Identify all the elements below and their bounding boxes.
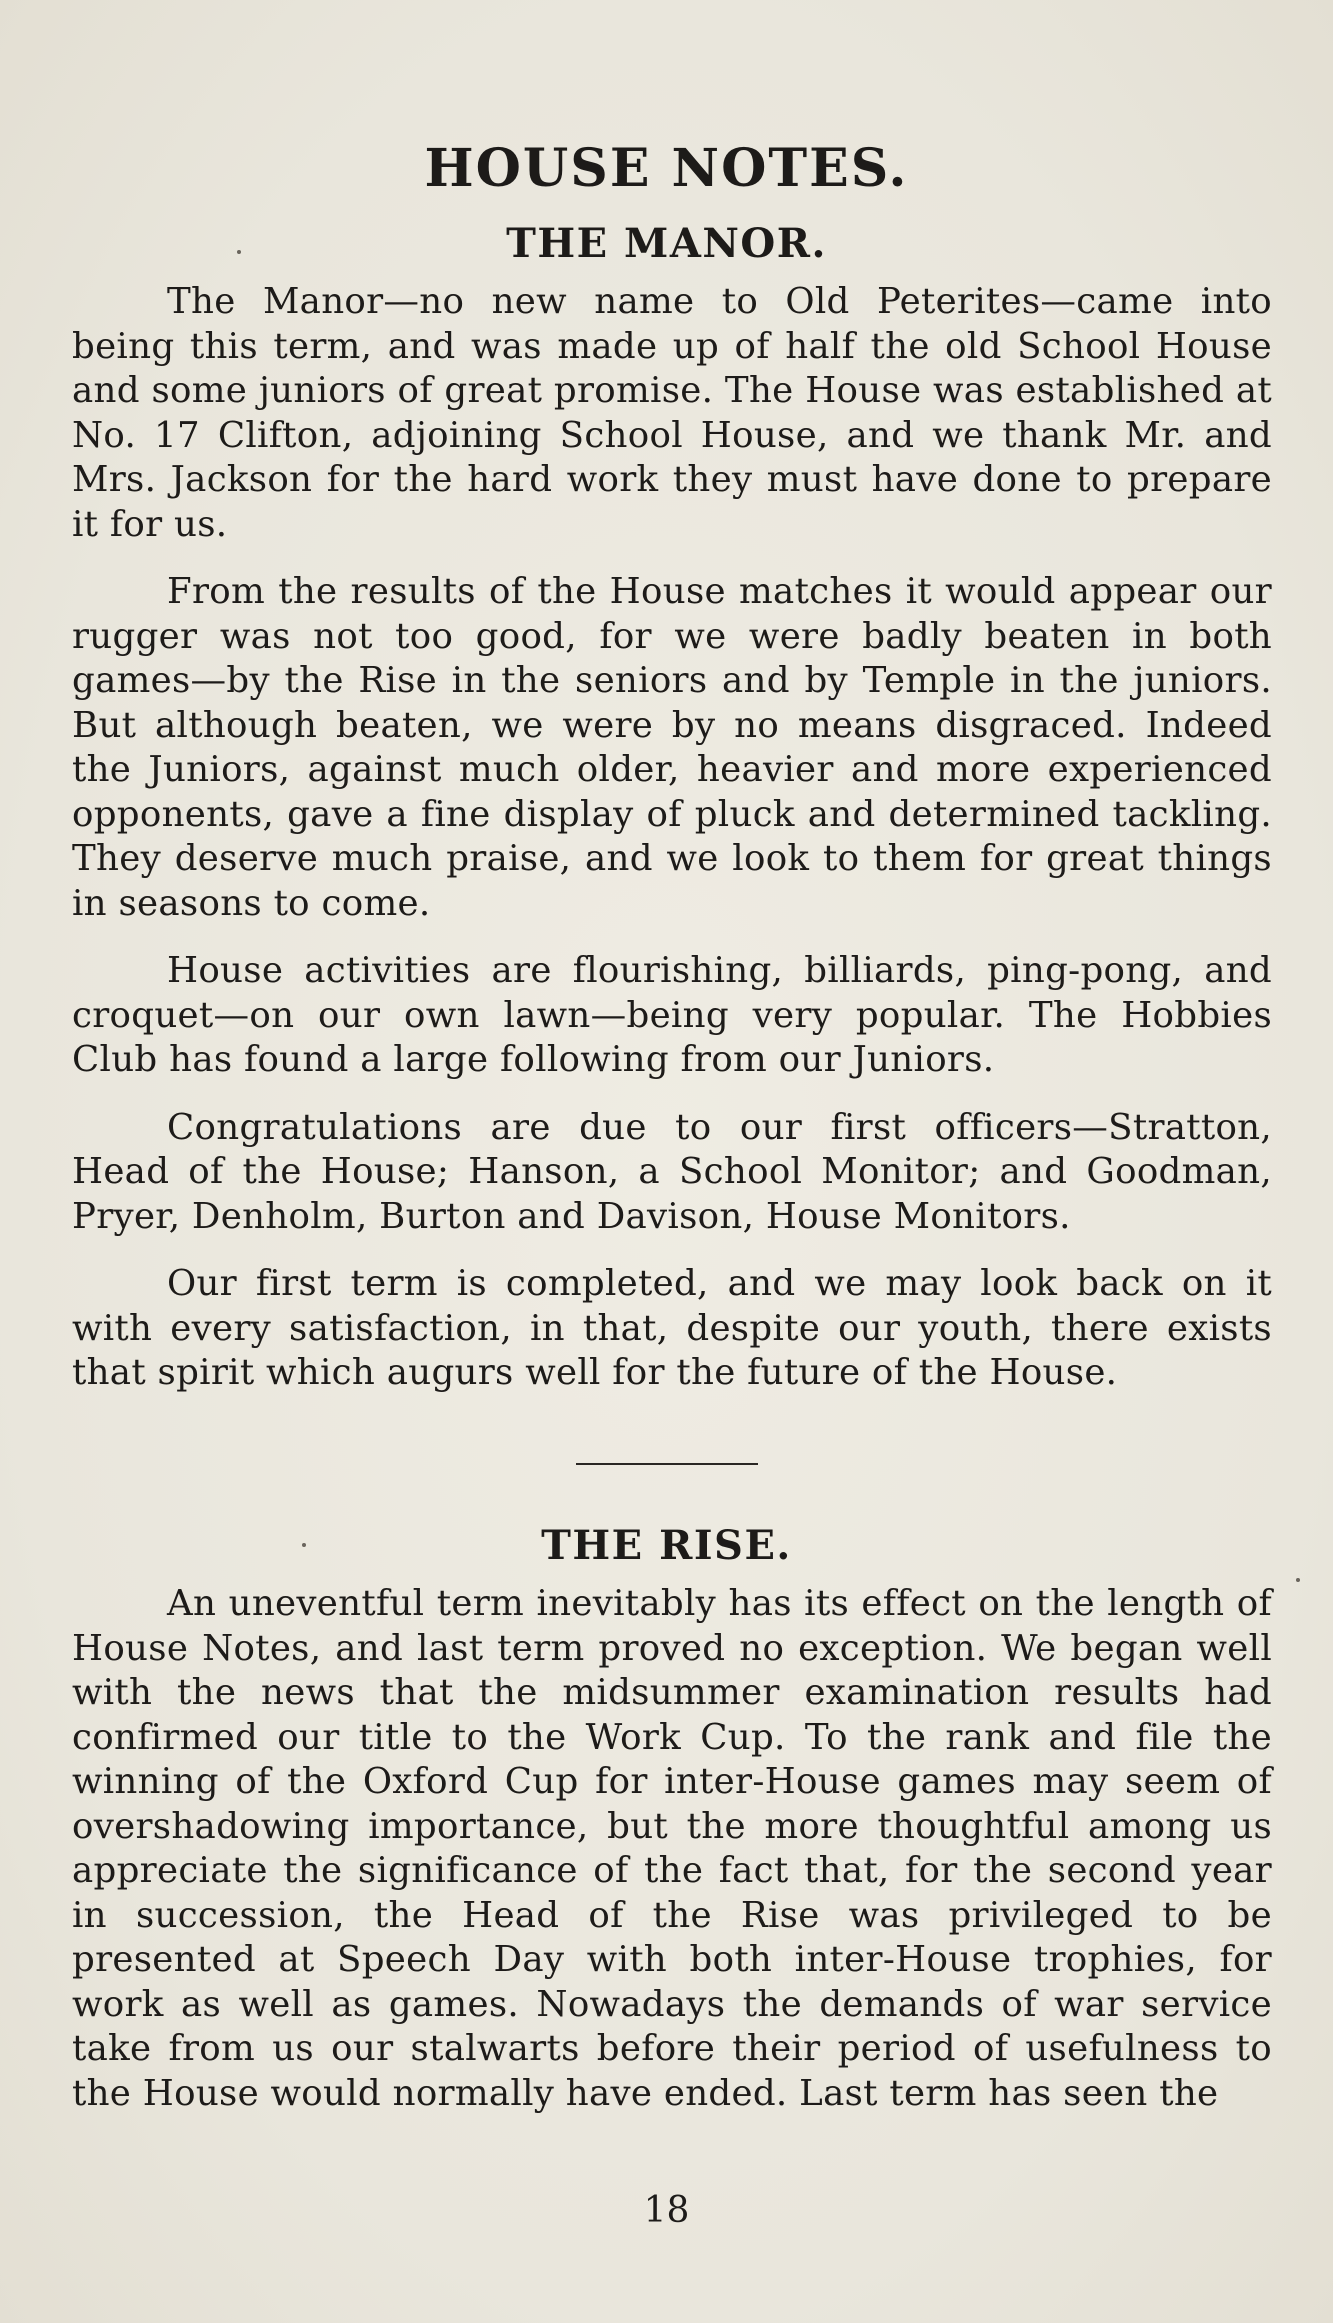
paragraph: House activities are flourishing, billiards, ping-pong, and croquet—on our own lawn—being very popular. The Hobbies Club has found a large following from our Juniors. [72, 950, 1272, 1080]
paragraph: Congratulations are due to our first officers—Stratton, Head of the House; Hanson, a School Monitor; and Goodman, Pryer, Denholm, Burton and Davison, House Monitors. [72, 1106, 1272, 1237]
section-heading-rise: THE RISE. [541, 1522, 792, 1569]
print-speck [1296, 1578, 1300, 1582]
section-divider [576, 1463, 758, 1465]
section-body-manor [72, 280, 1272, 1419]
page-title: HOUSE NOTES. [424, 138, 909, 199]
paragraph: An uneventful term inevitably has its effect on the length of House Notes, and last term proved no exception. We began well with the news that the midsummer examination results had confirmed our title to the Work Cup. To the rank and file the winning of the Oxford Cup for inter-House games may seem of overshadowing importance, but the more thoughtful among us appreciate the significance of the fact that, for the second year in succession, the Head of the Rise was privileged to be presented at Speech Day with both inter-House trophies, for work as well as games. Nowadays the demands of war service take from us our stalwarts before their period of usefulness to the House would normally have ended. Last term has seen the [72, 1583, 1272, 2114]
page-number: 18 [643, 2190, 690, 2231]
paragraph: The Manor—no new name to Old Peterites—came into being this term, and was made up of half the old School House and some juniors of great promise. The House was established at No. 17 Clifton, adjoining School House, and we thank Mr. and Mrs. Jackson for the hard work they must have done to prepare it for us. [72, 281, 1272, 545]
paragraph: From the results of the House matches it would appear our rugger was not too good, for we were badly beaten in both games—by the Rise in the seniors and by Temple in the juniors. But although beaten, we were by no means disgraced. Indeed the Juniors, against much older, heavier and more experienced opponents, gave a fine display of pluck and determined tackling. They deserve much praise, and we look to them for great things in seasons to come. [72, 571, 1272, 924]
print-speck [302, 1543, 306, 1547]
paragraph: Our first term is completed, and we may look back on it with every satisfaction, in that, despite our youth, there exists that spirit which augurs well for the future of the House. [72, 1263, 1272, 1393]
section-body-rise [72, 1582, 1272, 2139]
section-heading-manor: THE MANOR. [506, 220, 827, 267]
print-speck [237, 250, 241, 254]
